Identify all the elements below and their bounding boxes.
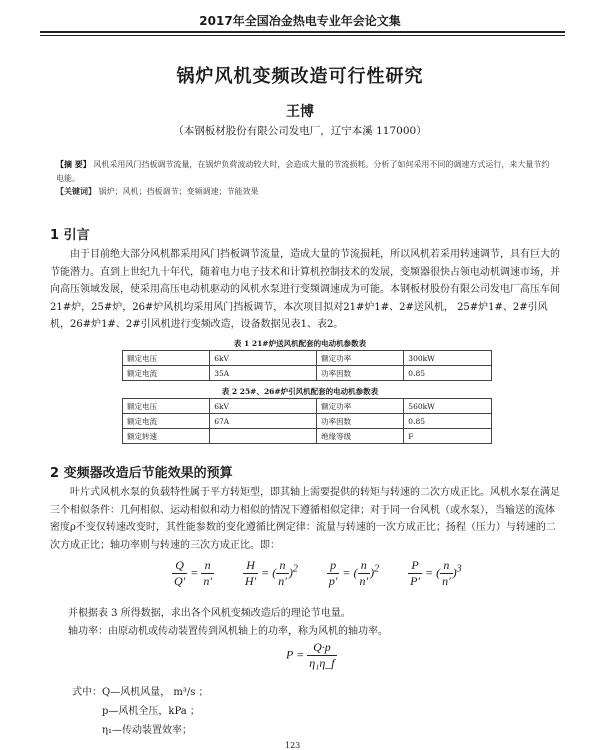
table-row [123, 399, 492, 414]
formula-flow: $\frac{Q}{Q'}$ = $\frac{n}{n'}$ [174, 558, 212, 588]
table-cell: 额定电流 [123, 414, 210, 429]
keywords-label: 【关键词】 [56, 186, 96, 196]
table-cell: 额定功率 [317, 399, 404, 414]
section-2-body [50, 484, 560, 554]
table-cell: 额定功率 [317, 351, 404, 366]
abstract-text: 风机采用风门挡板调节流量，在锅炉负荷波动较大时，会造成大量的节流损耗。分析了如何采用不同的调速方式运行，来大量节约电能。 [56, 160, 550, 183]
where-line: 式中：Q—风机风量， m³/s ； [72, 687, 209, 698]
abstract [56, 157, 556, 186]
table-cell: 67A [210, 414, 317, 429]
abstract-label: 【摘 要】 [56, 159, 91, 169]
table-cell: 功率因数 [317, 366, 404, 381]
section-2-heading: 2 变频器改造后节能效果的预算 [50, 466, 233, 481]
header-rule-thick [40, 31, 565, 33]
table-cell: 额定电压 [123, 351, 210, 366]
page-number: 123 [285, 741, 301, 750]
table-row [123, 429, 492, 444]
table-cell: 6kV [210, 399, 317, 414]
paper-author: 王博 [286, 104, 314, 120]
table-cell: 300kW [404, 351, 492, 366]
keywords [56, 186, 556, 197]
section-1-paragraph: 由于目前绝大部分风机都采用风门挡板调节流量，造成大量的节流损耗，所以风机若采用转速调节，具有巨大的节能潜力。直到上世纪九十年代，随着电力电子技术和计算机控制技术的发展，变频器很快占领电动机调速市场，并向高压领域发展，使采用高压电动机驱动的风机水泵进行变频调速成为可能。本钢板材股份有限公司发电厂高压车间21#炉，25#炉，26#炉风机均采用风门挡板调节，本次项目拟对21#炉1#、2#送风机， 25#炉1#、2#引风机，26#炉1#、2#引风机进行变频改造，设备数据见表1、表2。 [50, 249, 560, 331]
table-row [123, 366, 492, 381]
keywords-text: 锅炉；风机；挡板调节；变频调速；节能效果 [98, 187, 259, 196]
table-cell [210, 429, 317, 444]
table-row [123, 351, 492, 366]
text-line: 轴功率：由原动机或传动装置传到风机轴上的功率，称为风机的轴功率。 [68, 626, 388, 637]
formula-power: $\frac{P}{P'}$ = ( $\frac{n}{n'}$ )$^3$ [410, 558, 462, 588]
table-cell: 0.85 [404, 366, 492, 381]
table-cell: 0.85 [404, 414, 492, 429]
table-2-caption: 表 2 25#、26#炉引风机配套的电动机参数表 [221, 387, 379, 396]
table-cell: 35A [210, 366, 317, 381]
similarity-law-formulas [172, 558, 488, 589]
section-2-paragraph: 叶片式风机水泵的负载特性属于平方转矩型，即其轴上需要提供的转矩与转速的二次方成正比。风机水泵在满足三个相似条件：几何相似、运动相似和动力相似的情况下遵循相似定律；对于同一台风机（或水泵），当输送的流体密度ρ不变仅转速改变时，其性能参数的变化遵循比例定律：流量与转速的一次方成正比；扬程（压力）与转速的二次方成正比；轴功率则与转速的三次方成正比。即： [50, 487, 560, 551]
formula-head: $\frac{H}{H'}$ = ( $\frac{n}{n'}$ )$^2$ [244, 558, 298, 588]
table-cell: 额定电压 [123, 399, 210, 414]
table-cell: 绝缘等级 [317, 429, 404, 444]
header-rule-thin [40, 35, 565, 36]
table-1 [122, 350, 492, 381]
table-cell: 额定电流 [123, 366, 210, 381]
text-line: 并根据表 3 所得数据，求出各个风机变频改造后的理论节电量。 [68, 608, 351, 619]
table-cell: F [404, 429, 492, 444]
shaft-power-formula: P = $\frac{Q\cdot p}{\text{η₁η\_f}}$ [286, 640, 335, 670]
section-1-heading: 1 引言 [50, 228, 90, 243]
paper-title: 锅炉风机变频改造可行性研究 [176, 66, 424, 87]
where-line: η₁—传动装置效率； [102, 725, 192, 736]
table-cell: 功率因数 [317, 414, 404, 429]
paper-affiliation: （本钢板材股份有限公司发电厂，辽宁本溪 117000） [173, 125, 427, 137]
table-1-caption: 表 1 21#炉送风机配套的电动机参数表 [233, 339, 367, 348]
section-1-body [50, 246, 560, 334]
where-line: p—风机全压，kPa ； [102, 706, 200, 717]
formula-pressure: $\frac{p}{p'}$ = ( $\frac{n}{n'}$ )$^2$ [328, 558, 380, 588]
running-header: 2017年全国冶金热电专业年会论文集 [199, 14, 401, 28]
table-cell: 6kV [210, 351, 317, 366]
table-2 [122, 398, 492, 444]
table-cell: 额定转速 [123, 429, 210, 444]
table-cell: 560kW [404, 399, 492, 414]
table-row [123, 414, 492, 429]
